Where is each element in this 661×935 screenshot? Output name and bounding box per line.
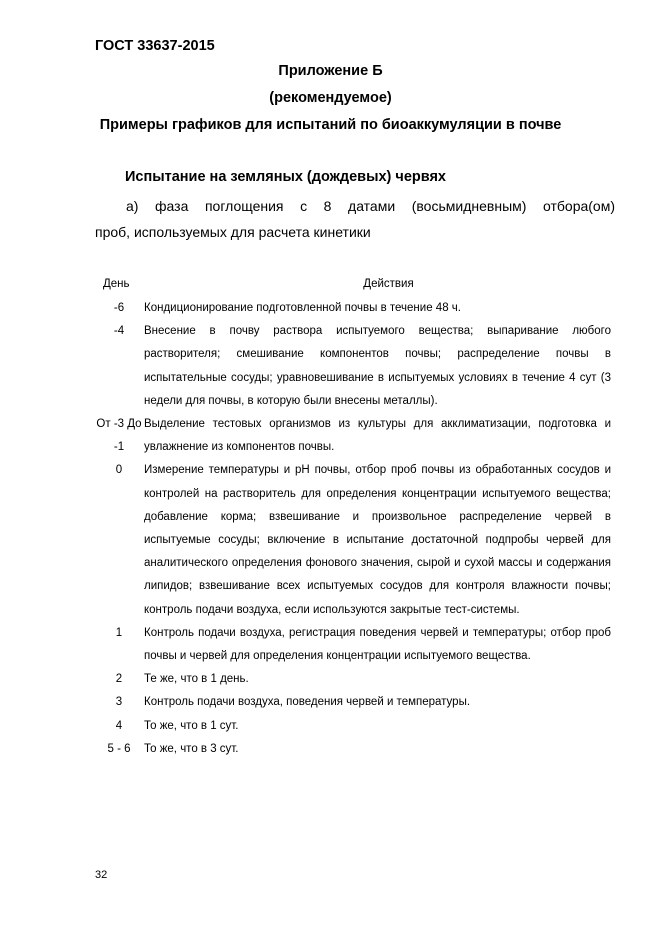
table-row: [94, 297, 611, 320]
row-day: 1: [115, 626, 123, 639]
row-day: -6: [113, 302, 125, 314]
row-action: Выделение тестовых организмов из культуры для акклиматизации, подготовка и увлажнение из компонентов почвы.: [144, 418, 611, 454]
row-day: 0: [115, 464, 123, 477]
schedule-table-body: [94, 297, 611, 761]
column-header-actions: Действия: [363, 278, 414, 290]
appendix-title: Примеры графиков для испытаний по биоаккумуляции в почве: [99, 117, 562, 133]
row-day: 4: [115, 719, 123, 732]
appendix-label: Приложение Б: [278, 63, 383, 79]
table-row: [94, 413, 611, 459]
row-day: От -3 До -1: [96, 418, 142, 454]
row-action: Внесение в почву раствора испытуемого вещества; выпаривание любого растворителя; смешивание компонентов почвы; распределение почвы в испытательные сосуды; уравновешивание в испытуемых условиях в течение 4 сут (3 недели для почвы, в которую были внесены металлы).: [144, 325, 611, 407]
row-action: Измерение температуры и pH почвы, отбор проб почвы из обработанных сосудов и контролей на растворитель для определения концентрации испытуемого вещества; добавление корма; взвешивание и произвольное распределение червей в испытуемые сосуды; включение в испытание достаточной подпробы червей для аналитического определения фонового значения, сырой и сухой массы и содержания липидов; взвешивание всех испытуемых сосудов для контроля влажности почвы; контроль подачи воздуха, если используются закрытые тест-системы.: [144, 464, 611, 616]
table-row: [94, 715, 611, 738]
row-action: То же, что в 1 сут.: [144, 719, 239, 732]
row-day: 2: [115, 673, 123, 686]
intro-line-2: проб, используемых для расчета кинетики: [95, 224, 371, 240]
schedule-table: [94, 297, 611, 761]
table-row: [94, 668, 611, 691]
column-header-day: День: [103, 278, 130, 290]
table-row: [94, 622, 611, 668]
table-row: [94, 459, 611, 621]
table-row: [94, 738, 611, 761]
page-number: 32: [95, 869, 108, 881]
appendix-status: (рекомендуемое): [269, 90, 392, 106]
section-heading: Испытание на земляных (дождевых) червях: [125, 169, 446, 185]
row-action: Контроль подачи воздуха, поведения червей и температуры.: [144, 696, 471, 709]
intro-line-1: а) фаза поглощения с 8 датами (восьмидневным) отбора(ом): [126, 198, 615, 214]
row-day: -4: [113, 325, 125, 338]
row-action: Те же, что в 1 день.: [144, 673, 249, 686]
row-action: Контроль подачи воздуха, регистрация поведения червей и температуры; отбор проб почвы и червей для определения концентрации испытуемого вещества.: [144, 626, 611, 663]
row-day: 5 - 6: [107, 742, 131, 755]
standard-number: ГОСТ 33637-2015: [95, 38, 215, 54]
table-row: [94, 320, 611, 413]
row-action: Кондиционирование подготовленной почвы в течение 48 ч.: [144, 302, 461, 314]
table-row: [94, 691, 611, 714]
row-action: То же, что в 3 сут.: [144, 742, 239, 755]
row-day: 3: [115, 696, 123, 709]
